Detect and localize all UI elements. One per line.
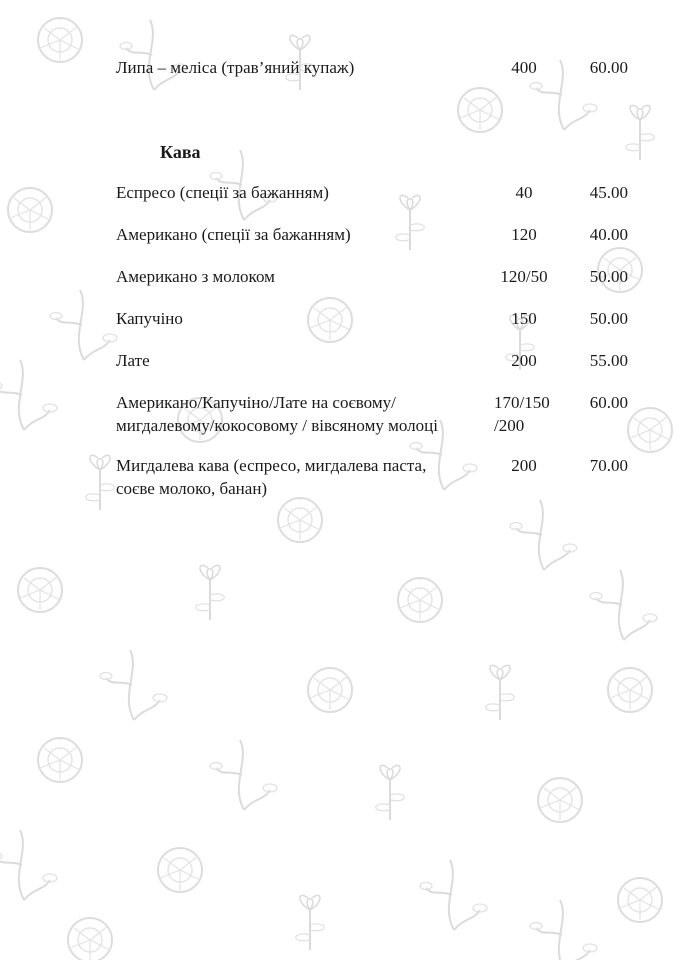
- item-name: Лате: [116, 351, 150, 370]
- item-price: 45.00: [589, 183, 628, 202]
- section-title-coffee: Кава: [160, 142, 201, 162]
- item-name: Еспресо (спеції за бажанням): [116, 183, 329, 202]
- item-price: 70.00: [589, 456, 628, 475]
- item-name-line-2: мигдалевому/кокосовому / вівсяному молоці: [116, 416, 438, 435]
- item-volume-line-1: 170/150: [494, 393, 550, 412]
- item-price: 55.00: [589, 351, 628, 370]
- item-name: [116, 391, 476, 437]
- item-volume: 200: [511, 456, 537, 475]
- item-price: 50.00: [589, 267, 628, 286]
- item-volume: 120/50: [500, 267, 548, 286]
- item-price: 50.00: [589, 309, 628, 328]
- item-name: Липа – меліса (трав’яний купаж): [116, 58, 355, 77]
- item-volume: 40: [515, 183, 533, 202]
- item-name-line-1: Американо/Капучіно/Лате на соєвому/: [116, 393, 396, 412]
- item-volume-line-2: /200: [494, 416, 525, 435]
- item-name: [116, 454, 476, 500]
- item-price: 60.00: [589, 393, 628, 412]
- item-volume: [494, 391, 570, 437]
- item-volume: 400: [511, 58, 537, 77]
- item-name-line-2: соєве молоко, банан): [116, 479, 268, 498]
- item-price: 40.00: [589, 225, 628, 244]
- item-name: Американо з молоком: [116, 267, 275, 286]
- item-name: Американо (спеції за бажанням): [116, 225, 351, 244]
- item-price: 60.00: [589, 58, 628, 77]
- item-volume: 200: [511, 351, 537, 370]
- item-volume: 150: [511, 309, 537, 328]
- item-name: Капучіно: [116, 309, 183, 328]
- item-volume: 120: [511, 225, 537, 244]
- item-name-line-1: Мигдалева кава (еспресо, мигдалева паста,: [116, 456, 427, 475]
